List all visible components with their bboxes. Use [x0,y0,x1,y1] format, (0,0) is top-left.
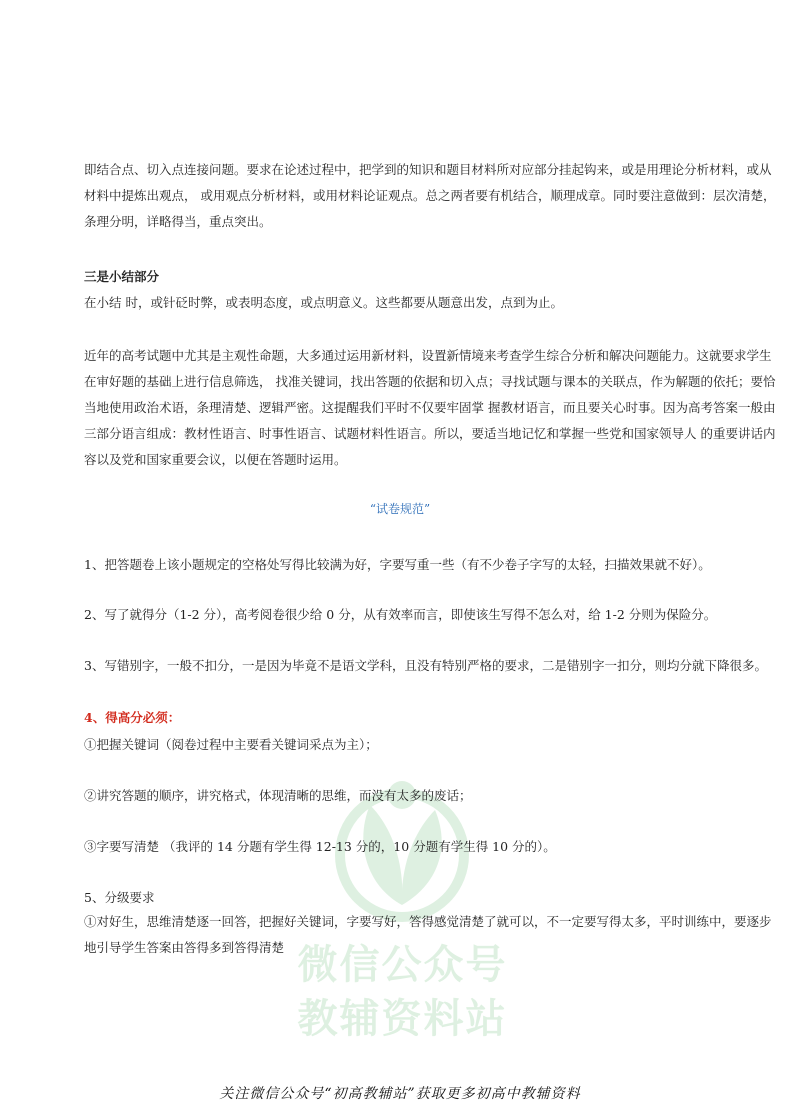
list-item-2: 2、写了就得分（1-2 分），高考阅卷很少给 0 分，从有效率而言，即使该生写得不怎么对，给 1-2 分则为保险分。 [84,607,717,622]
list-item-4b: ②讲究答题的顺序，讲究格式，体现清晰的思维，而没有太多的废话； [84,788,472,803]
text-line: 近年的高考试题中尤其是主观性命题，大多通过运用新材料，设置新情境来考查学生综合分析和解决问题能力。这就要求学生 [84,348,772,363]
text-line: 即结合点、切入点连接问题。要求在论述过程中，把学到的知识和题目材料所对应部分挂起钩来，或是用理论分析材料，或从 [84,162,772,177]
text-line: 容以及党和国家重要会议，以便在答题时运用。 [84,452,347,467]
paragraph-analysis [84,157,776,235]
watermark-line1: 微信公众号 [297,942,508,988]
list-item-4c: ③字要写清楚 （我评的 14 分题有学生得 12-13 分的，10 分题有学生得 10 分的）。 [84,839,556,854]
list-item-5-heading: 5、分级要求 [84,890,155,905]
text-line: 地引导学生答案由答得多到答得清楚 [84,940,285,955]
list-item-4a: ①把握关键词（阅卷过程中主要看关键词采点为主）； [84,737,378,752]
text-line: ①对好生，思维清楚逐一回答，把握好关键词，字要写好，答得感觉清楚了就可以，不一定要写得太多，平时训练中，要逐步 [84,914,772,929]
list-item-3: 3、写错别字，一般不扣分，一是因为毕竟不是语文学科，且没有特别严格的要求，二是错别字一扣分，则均分就下降很多。 [84,658,767,673]
text-line: 条理分明，详略得当，重点突出。 [84,214,272,229]
summary-text: 在小结 时，或针砭时弊，或表明态度，或点明意义。这些都要从题意出发，点到为止。 [84,295,563,310]
watermark-line2: 教辅资料站 [297,996,508,1042]
text-line: 三部分语言组成：教材性语言、时事性语言、试题材料性语言。所以，要适当地记忆和掌握一些党和国家领导人 的重要讲话内 [84,426,776,441]
text-line: 当地使用政治术语，条理清楚、逻辑严密。这提醒我们平时不仅要牢固掌 握教材语言，而且要关心时事。因为高考答案一般由 [84,400,776,415]
section-title-exam-norms: “试卷规范” [369,502,431,516]
text-line: 材料中提炼出观点， 或用观点分析材料，或用材料论证观点。总之两者要有机结合，顺理成章。同时要注意做到：层次清楚， [84,188,776,203]
section-heading-summary: 三是小结部分 [84,269,160,284]
paragraph-exam-trends [84,343,776,473]
list-item-5-text [84,909,772,961]
watermark [295,765,510,1042]
page-footer: 关注微信公众号“初高教辅站”获取更多初高中教辅资料 [219,1086,581,1102]
text-line: 在审好题的基础上进行信息筛选， 找准关键词，找出答题的依据和切入点；寻找试题与课本的关联点，作为解题的依托；要恰 [84,374,776,389]
list-item-4-heading: 4、得高分必须： [84,710,181,725]
list-item-1: 1、把答题卷上该小题规定的空格处写得比较满为好，字要写重一些（有不少卷子字写的太轻，扫描效果就不好）。 [84,557,711,572]
